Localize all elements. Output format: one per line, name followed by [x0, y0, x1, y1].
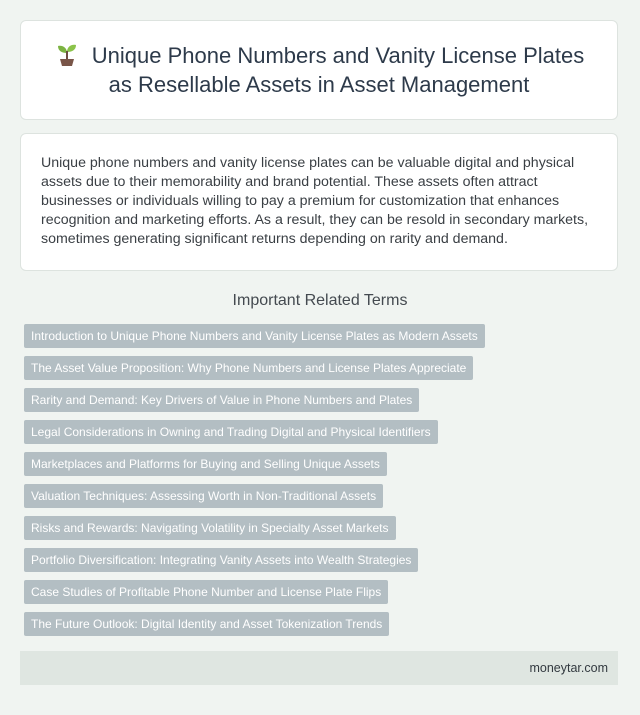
footer-site-name: moneytar.com — [529, 661, 608, 675]
related-terms-list — [24, 324, 624, 636]
related-term-tag[interactable]: The Future Outlook: Digital Identity and Asset Tokenization Trends — [24, 612, 389, 636]
intro-paragraph: Unique phone numbers and vanity license plates can be valuable digital and physical assets due to their memorability and brand potential. These assets often attract businesses or individuals willing to pay a premium for customization that enhances recognition and marketing efforts. As a result, they can be resold in secondary markets, sometimes generating significant returns depending on rarity and demand. — [41, 155, 589, 247]
page-title — [21, 41, 617, 99]
related-term-tag[interactable]: Portfolio Diversification: Integrating Vanity Assets into Wealth Strategies — [24, 548, 418, 572]
related-term-tag[interactable]: Rarity and Demand: Key Drivers of Value in Phone Numbers and Plates — [24, 388, 419, 412]
related-term-tag[interactable]: Marketplaces and Platforms for Buying and Selling Unique Assets — [24, 452, 387, 476]
related-term-tag[interactable]: Legal Considerations in Owning and Trading Digital and Physical Identifiers — [24, 420, 438, 444]
related-term-tag[interactable]: Introduction to Unique Phone Numbers and Vanity License Plates as Modern Assets — [24, 324, 485, 348]
related-terms-heading: Important Related Terms — [232, 292, 408, 309]
intro-card — [20, 133, 618, 271]
related-term-tag[interactable]: Case Studies of Profitable Phone Number and License Plate Flips — [24, 580, 388, 604]
sprout-icon — [54, 41, 80, 67]
title-card — [20, 20, 618, 120]
related-term-tag[interactable]: The Asset Value Proposition: Why Phone Numbers and License Plates Appreciate — [24, 356, 473, 380]
related-term-tag[interactable]: Risks and Rewards: Navigating Volatility in Specialty Asset Markets — [24, 516, 396, 540]
footer-bar — [20, 651, 618, 685]
related-term-tag[interactable]: Valuation Techniques: Assessing Worth in Non-Traditional Assets — [24, 484, 383, 508]
page-title-text: Unique Phone Numbers and Vanity License Plates as Resellable Assets in Asset Management — [91, 43, 585, 97]
